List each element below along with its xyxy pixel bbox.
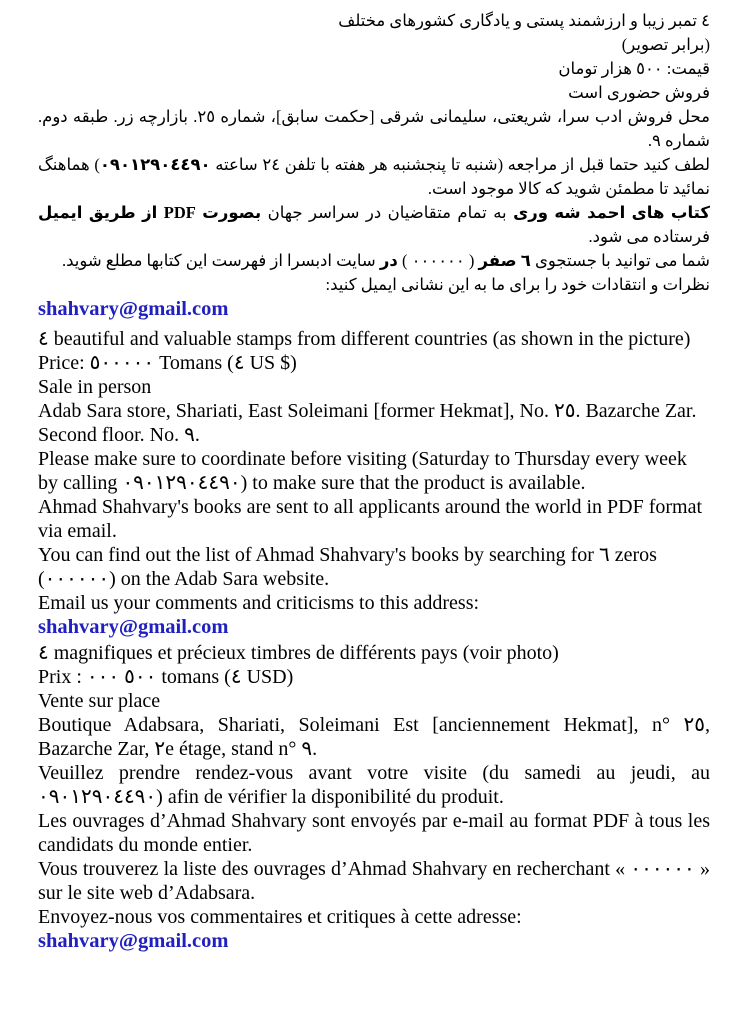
fa-coordinate-text-post: ) هماهنگ نمائید تا مطمئن شوید که کالا موجود است. <box>38 155 710 198</box>
fa-title: ٤ تمبر زیبا و ارزشمند پستی و یادگاری کشورهای مختلف <box>338 11 710 30</box>
fa-search-mid: ( ٠٠٠٠٠٠ ) <box>397 251 479 270</box>
en-books-info: Ahmad Shahvary's books are sent to all applicants around the world in PDF format via email. <box>38 496 703 542</box>
persian-section <box>38 9 710 297</box>
fa-books-end: فرستاده می شود. <box>588 227 710 246</box>
fa-search-post: سایت ادبسرا از فهرست این کتابها مطلع شوید. <box>61 251 380 270</box>
en-price: Price: ٥٠٠٠٠٠ Tomans (٤ US $) <box>38 352 297 374</box>
fa-books-via: از طریق ایمیل <box>38 203 164 222</box>
fa-coordinate-text-pre: لطف کنید حتما قبل از مراجعه (شنبه تا پنجشنبه هر هفته با تلفن ٢٤ ساعته <box>210 155 710 174</box>
fa-search-pre: شما می توانید با جستجوی <box>530 251 710 270</box>
en-title: ٤ beautiful and valuable stamps from different countries (as shown in the picture) <box>38 328 691 350</box>
fr-title: ٤ magnifiques et précieux timbres de différents pays (voir photo) <box>38 642 559 664</box>
email-line-french <box>38 929 710 955</box>
fr-coordinate-note: Veuillez prendre rendez-vous avant votre visite (du samedi au jeudi, au ٠٩٠١٢٩٠٤٤٩٠) afin de vérifier la disponibilité du produit. <box>38 762 710 808</box>
fr-books-info: Les ouvrages d’Ahmad Shahvary sont envoyés par e-mail au format PDF à tous les candidats du monde entier. <box>38 810 710 856</box>
fr-comments-invite: Envoyez-nous vos commentaires et critiques à cette adresse: <box>38 906 522 928</box>
fa-price: قیمت: ٥٠٠ هزار تومان <box>558 59 710 78</box>
fr-address: Boutique Adabsara, Shariati, Soleimani Est [anciennement Hekmat], n° ٢٥, Bazarche Zar, ٢e étage, stand n° ٩. <box>38 714 710 760</box>
en-sale-type: Sale in person <box>38 376 152 398</box>
fa-books-mid: به تمام متقاضیان در سراسر جهان <box>261 203 514 222</box>
en-comments-invite: Email us your comments and criticisms to this address: <box>38 592 480 614</box>
email-link[interactable]: shahvary@gmail.com <box>38 930 229 952</box>
email-line-english <box>38 615 710 641</box>
english-section <box>38 327 710 615</box>
en-coordinate-note: Please make sure to coordinate before visiting (Saturday to Thursday every week by calling ٠٩٠١٢٩٠٤٤٩٠) to make sure that the product is available. <box>38 448 687 494</box>
fa-search-zeros: ٦ صفر <box>478 251 531 270</box>
fa-comments-invite: نظرات و انتقادات خود را برای ما به این نشانی ایمیل کنید: <box>325 275 710 294</box>
fa-phone-number: ٠٩٠١٢٩٠٤٤٩٠ <box>99 155 211 174</box>
fa-books-author: کتاب های احمد شه وری <box>513 203 710 222</box>
fr-sale-type: Vente sur place <box>38 690 161 712</box>
fa-coordinate-note <box>38 153 710 201</box>
email-link[interactable]: shahvary@gmail.com <box>38 616 229 638</box>
french-section <box>38 641 710 929</box>
fa-sale-type: فروش حضوری است <box>568 83 710 102</box>
fa-search-info <box>38 249 710 273</box>
fa-books-format: بصورت PDF <box>163 203 262 222</box>
email-link[interactable]: shahvary@gmail.com <box>38 298 229 320</box>
fa-search-in: در <box>379 251 398 270</box>
en-search-info: You can find out the list of Ahmad Shahvary's books by searching for ٦ zeros (٠٠٠٠٠٠) on the Adab Sara website. <box>38 544 657 590</box>
fr-price: Prix : ٥٠٠ ٠٠٠ tomans (٤ USD) <box>38 666 294 688</box>
fa-address: محل فروش ادب سرا، شریعتی، سلیمانی شرقی [حکمت سابق]، شماره ٢٥. بازارچه زر. طبقه دوم. شماره ٩. <box>38 107 710 150</box>
en-address: Adab Sara store, Shariati, East Soleimani [former Hekmat], No. ٢٥. Bazarche Zar. Second floor. No. ٩. <box>38 400 697 446</box>
fa-books-info <box>38 201 710 249</box>
email-line-persian <box>38 297 710 323</box>
fr-search-info: Vous trouverez la liste des ouvrages d’Ahmad Shahvary en recherchant « ٠٠٠٠٠٠ » sur le site web d’Adabsara. <box>38 858 710 904</box>
fa-photo-note: (برابر تصویر) <box>621 35 710 54</box>
